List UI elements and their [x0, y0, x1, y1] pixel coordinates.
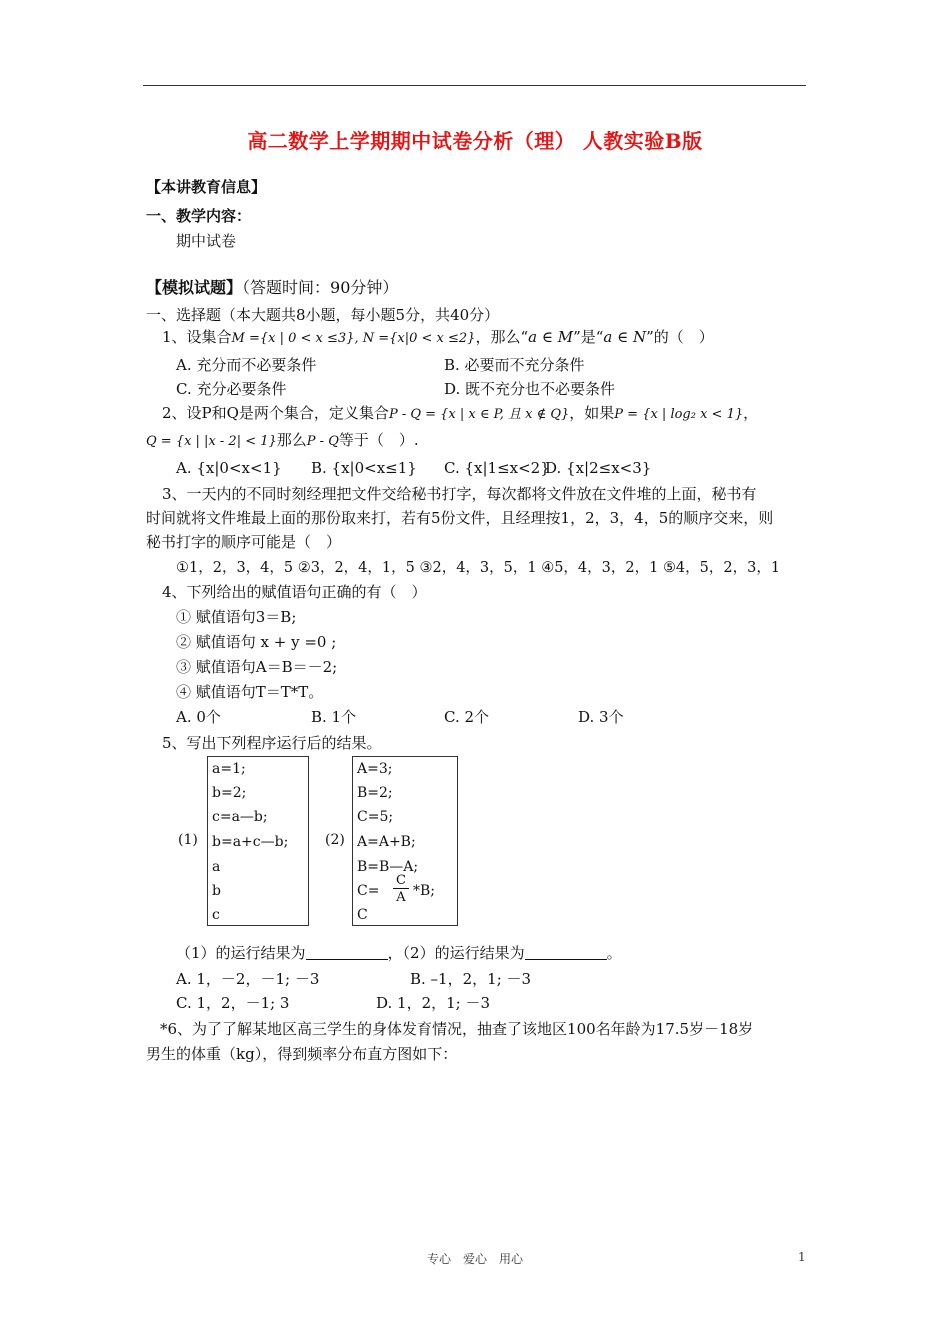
fraction-bar [393, 888, 409, 889]
q1-tail: ”的（ ） [646, 328, 714, 346]
q1-cond2: a ∈ N [603, 328, 647, 346]
program-2-line: B=B—A; [357, 859, 419, 875]
q1-sets: M ={x | 0 < x ≤3}, N ={x|0 < x ≤2} [231, 331, 476, 346]
q2-mid: ，如果 [569, 404, 615, 422]
q3-line3: 秘书打字的顺序可能是（ ） [146, 533, 342, 551]
program-1-line: b [212, 883, 221, 899]
mock-time: （答题时间：90分钟） [242, 278, 399, 297]
program-2-box [352, 756, 458, 926]
program-2-fraction [393, 873, 409, 907]
footer-motto: 专心 爱心 用心 [426, 1252, 523, 1266]
q2-tail: 那么 [276, 431, 307, 449]
header-rule [143, 85, 806, 86]
q5-result-end: 。 [606, 944, 622, 962]
q1-stem [162, 327, 714, 349]
q4-item-2: ② 赋值语句 x + y =0 ; [176, 633, 337, 651]
program-2-line: A=A+B; [357, 834, 416, 850]
mock-heading-line [146, 278, 398, 298]
q2-option-b: B. {x|0<x≤1} [311, 459, 417, 477]
q2-end: 等于（ ）. [338, 431, 419, 449]
program-1-line: c=a—b; [212, 809, 268, 825]
section-info: 【本讲教育信息】 [146, 178, 267, 196]
q5-option-b: B. –1，2，1; －3 [410, 970, 532, 988]
part1-heading: 一、选择题（本大题共8小题，每小题5分，共40分） [146, 306, 500, 324]
q1-option-d: D. 既不充分也不必要条件 [444, 380, 616, 398]
q1-option-b: B. 必要而不充分条件 [444, 356, 585, 374]
q5-option-d: D. 1，2，1; －3 [376, 994, 491, 1012]
q2-stem-line2 [146, 430, 419, 452]
q2-set-p: P = {x | log₂ x < 1} [614, 407, 744, 422]
q1-option-a: A. 充分而不必要条件 [176, 356, 317, 374]
program-2-line: B=2; [357, 785, 393, 801]
page-number: 1 [798, 1250, 806, 1264]
q2-definition: P - Q = {x | x ∈ P, 且 x ∉ Q} [388, 407, 570, 422]
q4-stem: 4、下列给出的赋值语句正确的有（ ） [162, 583, 427, 601]
q5-option-c: C. 1，2，－1; 3 [176, 994, 290, 1012]
q2-set-q: Q = {x | |x - 2| < 1} [146, 434, 277, 449]
program-1-line: b=a+c—b; [212, 834, 289, 850]
q1-lead: 1、设集合 [162, 328, 232, 346]
program-1-line: c [212, 907, 220, 923]
q2-lead: 2、设P和Q是两个集合，定义集合 [162, 404, 389, 422]
program-2-line: A=3; [357, 761, 393, 777]
program-1-label: (1) [178, 832, 198, 848]
q4-option-d: D. 3个 [578, 708, 624, 726]
q2-stem-line1 [162, 403, 758, 425]
q3-line2: 时间就将文件堆最上面的那份取来打，若有5份文件，且经理按1，2，3，4，5的顺序交来，则 [146, 509, 774, 527]
page-title: 高二数学上学期期中试卷分析（理） 人教实验B版 [247, 129, 703, 153]
content-heading: 一、教学内容： [146, 207, 252, 225]
q2-option-a: A. {x|0<x<1} [176, 459, 282, 477]
q3-line1: 3、一天内的不同时刻经理把文件交给秘书打字，每次都将文件放在文件堆的上面，秘书有 [162, 485, 757, 503]
q2-option-d: D. {x|2≤x<3} [545, 459, 652, 477]
answer-blank-1[interactable] [306, 945, 388, 960]
program-1-box [207, 756, 309, 926]
q5-result-prefix-1: （1）的运行结果为 [176, 944, 306, 962]
program-1-line: a [212, 859, 221, 875]
q5-option-a: A. 1，－2，－1; －3 [176, 970, 320, 988]
q1-mid2: ”是“ [573, 328, 604, 346]
q2-option-c: C. {x|1≤x<2} [444, 459, 550, 477]
q5-stem: 5、写出下列程序运行后的结果。 [162, 734, 382, 752]
q4-option-a: A. 0个 [176, 708, 221, 726]
q6-line2: 男生的体重（kg），得到频率分布直方图如下： [146, 1045, 458, 1063]
q4-option-b: B. 1个 [311, 708, 357, 726]
q1-cond1: a ∈ M [528, 328, 574, 346]
program-2-c-suffix: *B; [413, 883, 436, 899]
mock-heading: 【模拟试题】 [146, 278, 243, 297]
q6-line1: *6、为了了解某地区高三学生的身体发育情况，抽查了该地区100名年龄为17.5岁－18岁 [160, 1020, 754, 1038]
q5-result-line [176, 943, 622, 963]
fraction-denominator: A [396, 890, 406, 905]
q4-option-c: C. 2个 [444, 708, 490, 726]
q5-result-sep: ，（2）的运行结果为 [387, 944, 525, 962]
fraction-numerator: C [396, 873, 406, 888]
program-2-label: (2) [325, 832, 345, 848]
program-2-line: C [357, 907, 368, 923]
q4-item-1: ① 赋值语句3＝B; [176, 608, 297, 626]
q1-option-c: C. 充分必要条件 [176, 380, 287, 398]
q2-comma: ， [743, 404, 759, 422]
q1-mid1: ，那么“ [475, 328, 529, 346]
q2-expr: P - Q [306, 434, 339, 449]
q3-options: ①1，2，3，4，5 ②3，2，4，1，5 ③2，4，3，5，1 ④5，4，3，2，1 ⑤4，5，2，3，1 [176, 560, 781, 576]
answer-blank-2[interactable] [525, 945, 607, 960]
program-2-c-prefix: C= [357, 883, 380, 899]
content-text: 期中试卷 [176, 232, 237, 250]
program-1-line: b=2; [212, 785, 247, 801]
program-1-line: a=1; [212, 761, 246, 777]
q4-item-3: ③ 赋值语句A＝B＝－2; [176, 658, 338, 676]
program-2-line: C=5; [357, 809, 394, 825]
q4-item-4: ④ 赋值语句T＝T*T。 [176, 683, 324, 701]
